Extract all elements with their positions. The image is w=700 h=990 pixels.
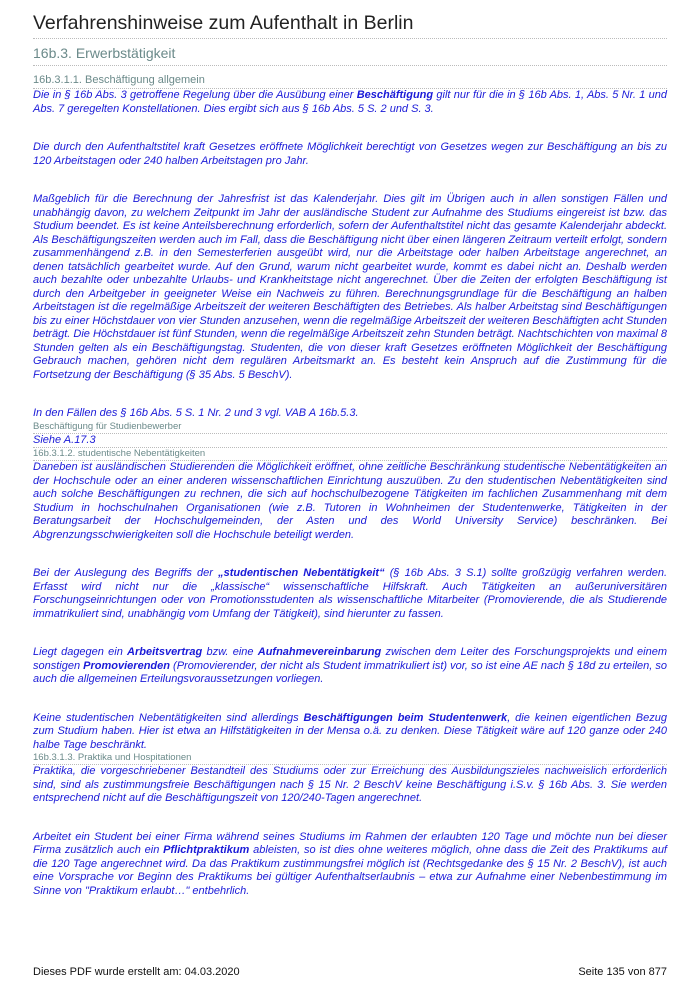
page-number: Seite 135 von 877 — [578, 966, 667, 978]
subsection-heading-beschaeftigung: 16b.3.1.1. Beschäftigung allgemein — [33, 74, 667, 89]
subsection-heading-nebentaetigkeiten: 16b.3.1.2. studentische Nebentätigkeiten — [33, 448, 667, 461]
created-date: Dieses PDF wurde erstellt am: 04.03.2020 — [33, 966, 240, 978]
paragraph: Maßgeblich für die Berechnung der Jahresfrist ist das Kalenderjahr. Dies gilt im Übrigen auch in allen sonstigen Fällen und unabhängig davon, zu welchem Zeitpunkt im Jahr der ausländische Student zur Aufnahme des Studiums eingereist ist bzw. das Studium beendet. Es ist keine Anteilsberechnung erforderlich, sofern der Aufenthaltstitel nicht das gesamte Kalenderjahr abdeckt. Als Beschäftigungszeiten werden auch im Fall, dass die Beschäftigung nicht über einen längeren Zeitraum verteilt erfolgt, sondern zusammenhängend z.B. in den Semesterferien ausgeübt wird, nur die Arbeitstage oder halben Arbeitstage angerechnet, an denen tatsächlich gearbeitet wurde. Auf den Grund, warum nicht gearbeitet wurde, kommt es dabei nicht an. Deshalb werden auch bezahlte oder unbezahlte Urlaubs- und Krankheitstage nicht angerechnet. Über die Zeiten der erfolgten Beschäftigung ist durch den Arbeitgeber in geeigneter Weise ein Nachweis zu führen. Berechnungsgrundlage für die Beschäftigung an halben Arbeitstagen ist die regelmäßige Arbeitszeit der weiteren Beschäftigten des Betriebes. Als halber Arbeitstag sind Beschäftigungen bis zu einer Höchstdauer von vier Stunden anzusehen, wenn die regelmäßige Arbeitszeit der weiteren Beschäftigten acht Stunden beträgt. Die Höchstdauer ist fünf Stunden, wenn die regelmäßige Arbeitszeit zehn Stunden beträgt. Nachtschichten von maximal 8 Stunden gelten als ein Beschäftigungstag. Studenten, die von dieser kraft Gesetzes eröffneten Möglichkeit der Beschäftigung Gebrauch machen, gehören nicht dem regulären Arbeitsmarkt an. Es besteht kein Anspruch auf die Zustimmung für die Fortsetzung der Beschäftigung (§ 35 Abs. 5 BeschV). — [33, 193, 667, 381]
page-footer — [33, 966, 667, 978]
section-heading: 16b.3. Erwerbstätigkeit — [33, 44, 667, 66]
paragraph: In den Fällen des § 16b Abs. 5 S. 1 Nr. 2 und 3 vgl. VAB A 16b.5.3. — [33, 407, 359, 419]
paragraph: Arbeitet ein Student bei einer Firma während seines Studiums im Rahmen der erlaubten 120 Tage und möchte nun bei dieser Firma zusätzlich auch ein Pflichtpraktikum ableisten, so ist dies ohne weiteres möglich, ohne dass die Zeit des Praktikums auf die 120 Tage angerechnet wird. Da das Praktikum zustimmungsfrei möglich ist (Rechtsgedanke des § 15 Nr. 2 BeschV), ist auch eine Vorsprache vor Beginn des Praktikums bei gültiger Aufenthaltserlaubnis – etwa zur Aufnahme einer Nebenbestimmung im Sinne von "Praktikum erlaubt…" entbehrlich. — [33, 830, 667, 897]
paragraph: Liegt dagegen ein Arbeitsvertrag bzw. eine Aufnahmevereinbarung zwischen dem Leiter des Forschungsprojekts und einem sonstigen Promovierenden (Promovierender, der nicht als Student immatrikuliert ist) vor, so ist eine AE nach § 18d zu erteilen, so auch die allgemeinen Erteilungsvoraussetzungen vorliegen. — [33, 646, 667, 685]
reference-link[interactable]: A.17.3 — [63, 433, 96, 446]
subsection-heading-praktika: 16b.3.1.3. Praktika und Hospitationen — [33, 752, 667, 765]
paragraph: Praktika, die vorgeschriebener Bestandteil des Studiums oder zur Erreichung des Ausbildungszieles nachweislich erforderlich sind, sind als zustimmungsfreie Beschäftigungen nach § 15 Nr. 2 BeschV keine Beschäftigung i.S.v. § 16b Abs. 3. Sie werden entsprechend nicht auf die Beschäftigungszeit von 120/240-Tagen angerechnet. — [33, 765, 667, 804]
document-title: Verfahrenshinweise zum Aufenthalt in Berlin — [33, 11, 667, 39]
paragraph: Siehe A.17.3 — [33, 434, 667, 449]
paragraph: Die in § 16b Abs. 3 getroffene Regelung über die Ausübung einer Beschäftigung gilt nur für die in § 16b Abs. 1, Abs. 5 Nr. 1 und Abs. 7 geregelten Konstellationen. Dies ergibt sich aus § 16b Abs. 5 S. 2 und S. 3. — [33, 89, 667, 115]
paragraph: Bei der Auslegung des Begriffs der „studentischen Nebentätigkeit“ (§ 16b Abs. 3 S.1) sollte großzügig verfahren werden. Erfasst wird nicht nur die „klassische“ wissenschaftliche Hilfskraft. Auch Tätigkeiten an außeruniversitären Forschungseinrichtungen oder von Promotionsstudenten als wissenschaftliche Mitarbeiter (Promovierende, die als Studierende immatrikuliert sind, unabhängig vom Umfang der Tätigkeit), sind hierunter zu fassen. — [33, 567, 668, 620]
document-page — [33, 11, 667, 898]
paragraph: Die durch den Aufenthaltstitel kraft Gesetzes eröffnete Möglichkeit berechtigt von Gesetzes wegen zur Beschäftigung an bis zu 120 Arbeitstagen oder 240 halben Arbeitstagen pro Jahr. — [33, 141, 667, 167]
paragraph: Keine studentischen Nebentätigkeiten sind allerdings Beschäftigungen beim Studentenwerk, die keinen eigentlichen Bezug zum Studium haben. Hier ist etwa an Hilfstätigkeiten in der Mensa o.ä. zu denken. Diese Tätigkeit wäre auf 120 ganze oder 240 halbe Tage beschränkt. — [33, 711, 667, 751]
paragraph: Daneben ist ausländischen Studierenden die Möglichkeit eröffnet, ohne zeitliche Beschränkung studentische Nebentätigkeiten an der Hochschule oder an einer anderen wissenschaftlichen Einrichtung auszuüben. Zu den studentischen Nebentätigkeiten sind auch solche Beschäftigungen zu rechnen, die sich auf hochschulbezogene Tätigkeiten im fachlichen Zusammenhang mit dem Studium in hochschulnahen Organisationen (wie z.B. Tutoren in Wohnheimen der Studentenwerke, Tätigkeiten in der Beratungsarbeit der Hochschulgemeinden, der Asten und des World University Service) beschränken. Bei Abgrenzungsschwierigkeiten soll die Hochschule beteiligt werden. — [33, 461, 667, 541]
subsection-heading-studienbewerber: Beschäftigung für Studienbewerber — [33, 421, 667, 434]
